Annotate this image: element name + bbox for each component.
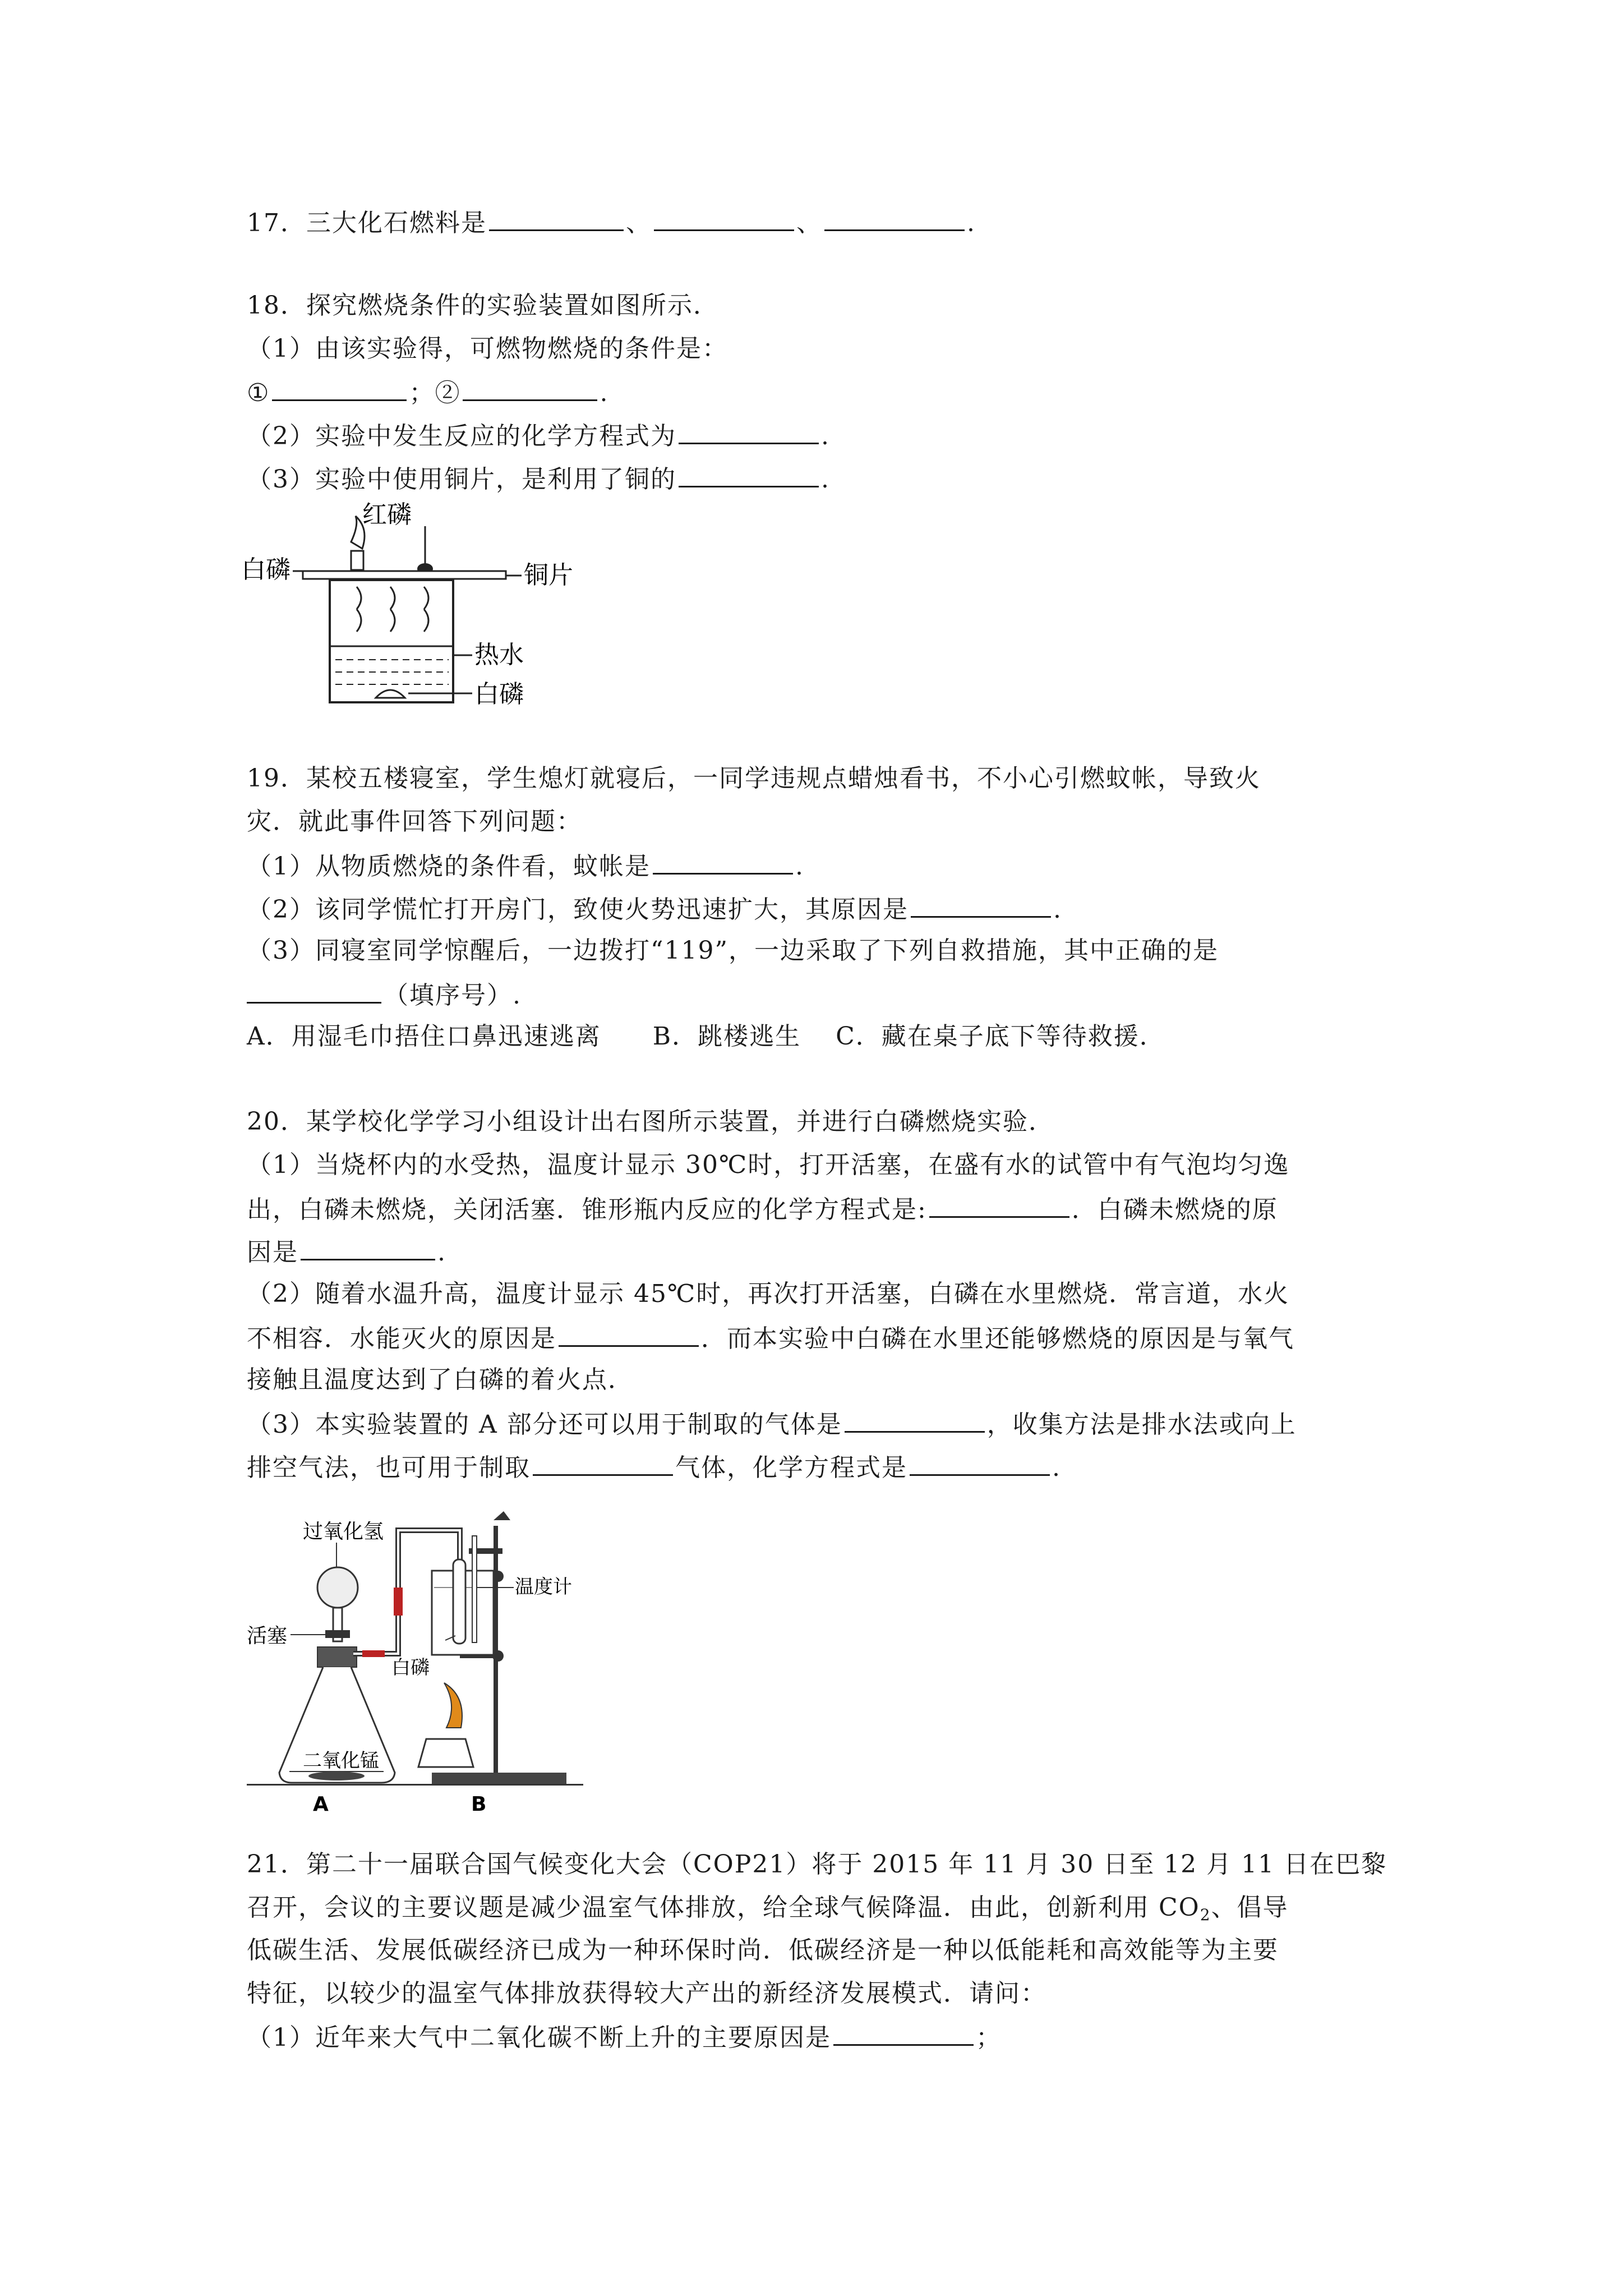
q20-part1-line-2: 出，白磷未燃烧，关闭活塞．锥形瓶内反应的化学方程式是: ．白磷未燃烧的原 — [247, 1191, 1278, 1227]
q20-blank-2[interactable] — [301, 1234, 435, 1260]
fig18-label-hot-water: 热水 — [474, 641, 524, 669]
rubber-tube-1 — [394, 1588, 403, 1616]
fig20-label-thermometer: 温度计 — [515, 1576, 572, 1598]
rubber-stopper — [317, 1647, 357, 1667]
fig20-label-h2o2: 过氧化氢 — [303, 1520, 384, 1543]
q18-part2: （2）实验中发生反应的化学方程式为 . — [247, 418, 830, 453]
q18-blank-3[interactable] — [679, 418, 819, 444]
q20-blank-5[interactable] — [533, 1450, 673, 1476]
fig20-label-white-phosphorus: 白磷 — [391, 1657, 430, 1679]
fig18-label-red-phosphorus: 红磷 — [362, 500, 412, 529]
fig18-label-white-phosphorus-bottom: 白磷 — [474, 680, 524, 708]
mno2-powder — [308, 1772, 365, 1780]
q19-blank-1[interactable] — [653, 848, 793, 875]
alcohol-lamp — [418, 1739, 473, 1767]
copper-plate — [303, 571, 506, 579]
q19-part3-answer: （填序号）. — [247, 977, 522, 1013]
q20-part3-line-1: （3）本实验装置的 A 部分还可以用于制取的气体是 ，收集方法是排水法或向上 — [247, 1406, 1297, 1442]
fig20-label-a: A — [313, 1793, 329, 1816]
q18-blank-2[interactable] — [463, 375, 597, 401]
q20-blank-4[interactable] — [845, 1406, 985, 1433]
q19-blank-2[interactable] — [911, 891, 1051, 918]
q17-blank-1[interactable] — [489, 205, 624, 231]
q17-line: 17．三大化石燃料是 、 、 . — [247, 205, 976, 240]
q21-part1: （1）近年来大气中二氧化碳不断上升的主要原因是 ； — [247, 2019, 1002, 2055]
q18-blank-4[interactable] — [679, 461, 819, 487]
q18-part3: （3）实验中使用铜片，是利用了铜的 . — [247, 461, 830, 496]
q20-stem: 20．某学校化学学习小组设计出右图所示装置，并进行白磷燃烧实验． — [247, 1107, 1054, 1136]
q21-line-2: 召开，会议的主要议题是减少温室气体排放，给全球气候降温．由此，创新利用 $CO_2$、倡导 — [247, 1893, 1289, 1924]
q20-part1-line-1: （1）当烧杯内的水受热，温度计显示 30℃时，打开活塞，在盛有水的试管中有气泡均匀逸 — [247, 1151, 1290, 1179]
q20-blank-3[interactable] — [559, 1320, 699, 1347]
q17-blank-3[interactable] — [824, 205, 965, 231]
q20-part2-line-2: 不相容．水能灭火的原因是 ．而本实验中白磷在水里还能够燃烧的原因是与氧气 — [247, 1320, 1294, 1356]
q20-white-phosphorus-apparatus-figure — [247, 1503, 594, 1818]
q18-stem: 18．探究燃烧条件的实验装置如图所示． — [247, 291, 719, 320]
q19-options: A．用湿毛巾捂住口鼻迅速逃离 B．跳楼逃生 C．藏在桌子底下等待救援． — [247, 1022, 1165, 1051]
fig20-label-mno2: 二氧化锰 — [303, 1750, 379, 1772]
rubber-tube-2 — [362, 1650, 385, 1657]
q18-part1: （1）由该实验得，可燃物燃烧的条件是： — [247, 334, 728, 363]
flame-icon — [444, 1683, 462, 1728]
fig20-label-b: B — [471, 1793, 487, 1816]
thermometer — [472, 1536, 477, 1642]
q18-blank-1[interactable] — [272, 375, 407, 401]
q17-blank-2[interactable] — [654, 205, 794, 231]
q19-part1: （1）从物质燃烧的条件看，蚊帐是 . — [247, 848, 804, 884]
q18-combustion-apparatus-figure — [241, 499, 573, 712]
q21-blank-1[interactable] — [833, 2019, 974, 2046]
separatory-funnel — [317, 1567, 358, 1608]
q19-part2: （2）该同学慌忙打开房门，致使火势迅速扩大，其原因是 . — [247, 891, 1062, 927]
q20-part2-line-3: 接触且温度达到了白磷的着火点． — [247, 1365, 634, 1394]
q19-blank-3[interactable] — [247, 977, 381, 1004]
q20-part2-line-1: （2）随着水温升高，温度计显示 45℃时，再次打开活塞，白磷在水里燃烧．常言道，水火 — [247, 1280, 1290, 1308]
white-phosphorus-underwater — [376, 690, 405, 698]
fig20-label-valve: 活塞 — [247, 1625, 288, 1648]
q19-line-2: 灾．就此事件回答下列问题： — [247, 807, 582, 836]
q21-line-1: 21．第二十一届联合国气候变化大会（COP21）将于 2015 年 11 月 30 日至 12 月 11 日在巴黎 — [247, 1850, 1387, 1879]
q21-line-3: 低碳生活、发展低碳经济已成为一种环保时尚．低碳经济是一种以低能耗和高效能等为主要 — [247, 1936, 1279, 1964]
stopcock — [325, 1630, 350, 1638]
q20-blank-1[interactable] — [929, 1191, 1069, 1218]
q19-part3: （3）同寝室同学惊醒后，一边拨打“119”，一边采取了下列自救措施，其中正确的是 — [247, 936, 1219, 965]
q18-part1-blanks: ① ；② . — [247, 375, 608, 410]
q20-part3-line-2: 排空气法，也可用于制取 气体，化学方程式是 . — [247, 1450, 1061, 1485]
test-tube — [453, 1559, 465, 1644]
q19-line-1: 19．某校五楼寝室，学生熄灯就寝后，一同学违规点蜡烛看书，不小心引燃蚊帐，导致火 — [247, 764, 1261, 793]
fig18-label-copper: 铜片 — [524, 561, 573, 590]
q20-blank-6[interactable] — [910, 1450, 1050, 1476]
q21-line-4: 特征，以较少的温室气体排放获得较大产出的新经济发展模式．请问： — [247, 1979, 1046, 2008]
q20-part1-line-3: 因是 . — [247, 1234, 446, 1269]
iron-stand-base — [432, 1773, 566, 1784]
fig18-label-white-phosphorus-top: 白磷 — [241, 555, 291, 584]
